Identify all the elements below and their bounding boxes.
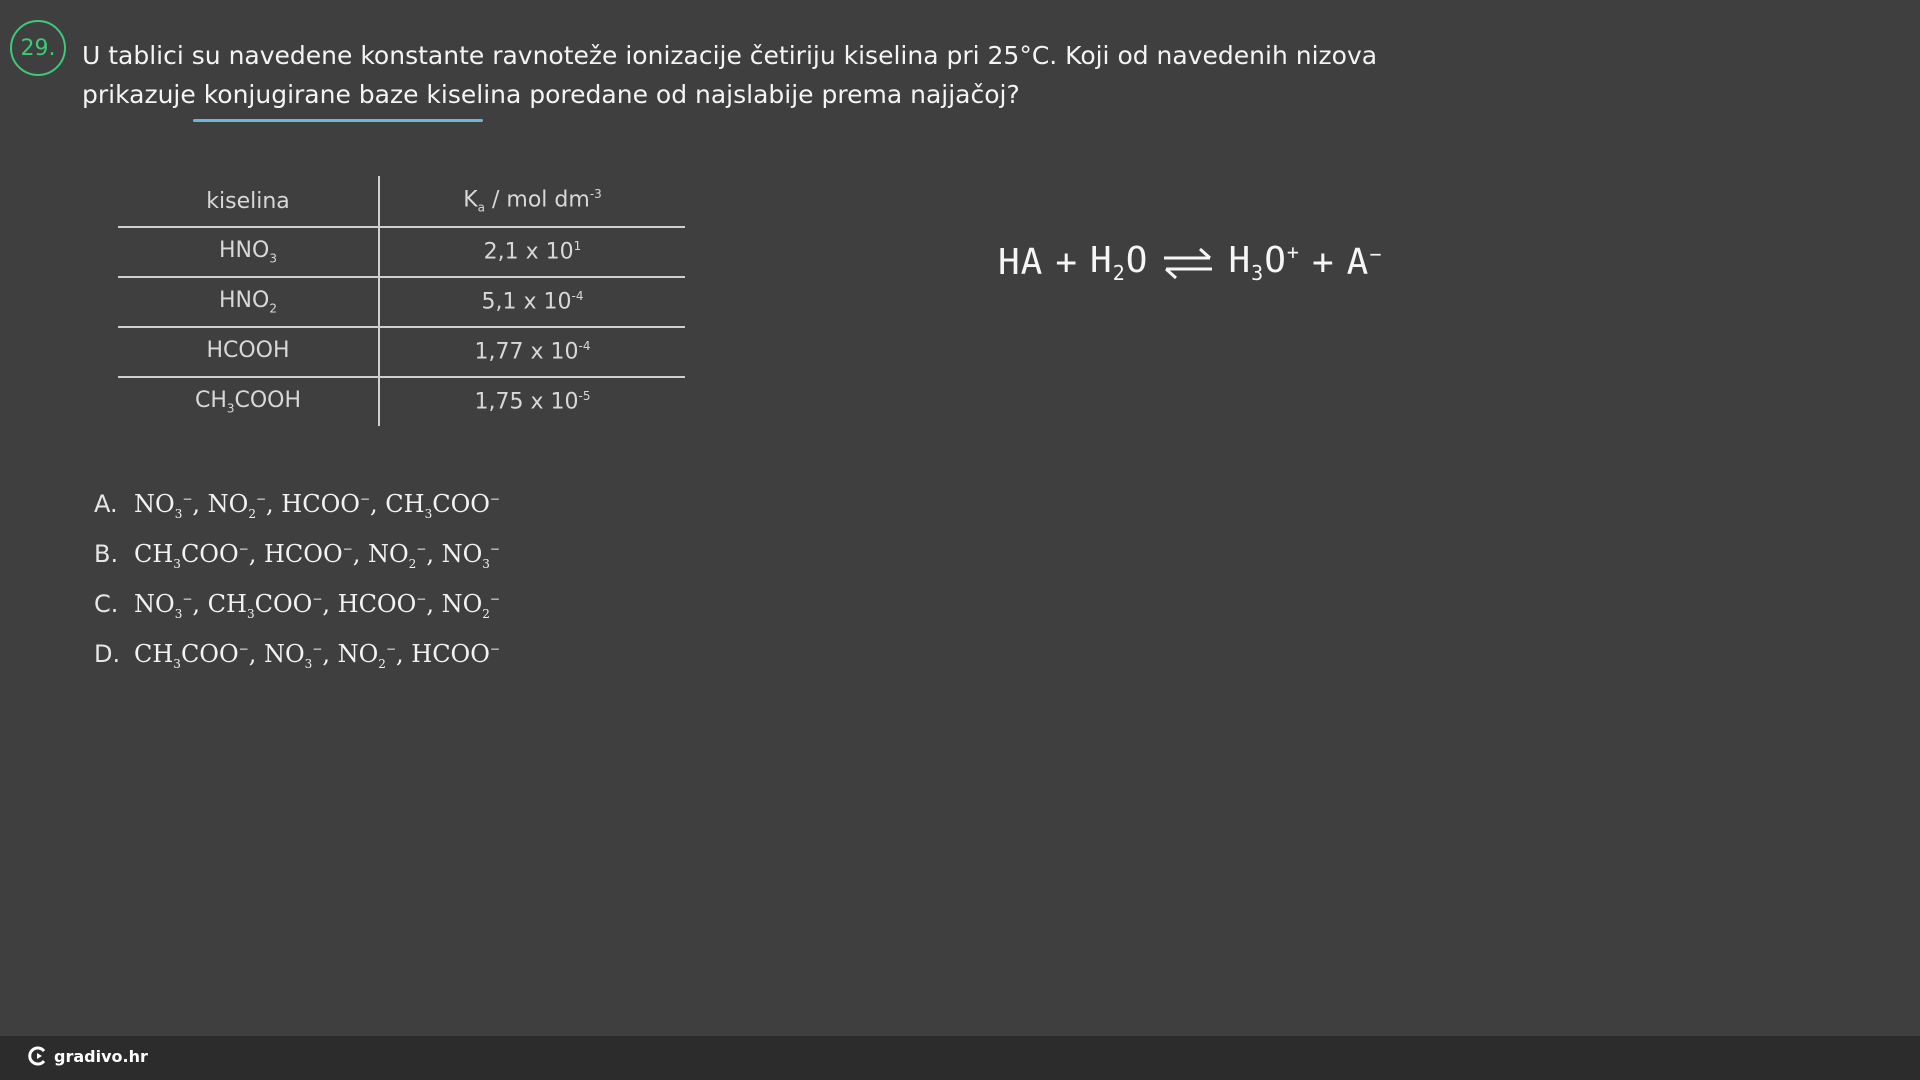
answer-option-b[interactable]: [94, 540, 500, 590]
eq-ha: HA: [998, 242, 1044, 284]
table-row: [118, 227, 685, 277]
acid-cell: $CH_3COOH$: [118, 377, 379, 426]
table-header-row: [118, 176, 685, 227]
answer-option-c[interactable]: [94, 590, 500, 640]
header-ka: [379, 176, 685, 227]
table-row: [118, 277, 685, 327]
highlight-underline: [193, 119, 483, 122]
brand-name: gradivo.hr: [54, 1046, 148, 1066]
ka-value-cell: 1,77 x $10^{-4}$: [379, 327, 685, 377]
answer-text: $CH_3COO^-$, HCOO−, $NO_2^-$, $NO_3^-$: [134, 540, 500, 571]
question-text: [82, 36, 1382, 114]
answer-letter: B.: [94, 540, 119, 568]
ka-value-cell: 2,1 x $10^1$: [379, 227, 685, 277]
acid-cell: HCOOH: [118, 327, 379, 377]
brand-link[interactable]: [28, 1046, 148, 1066]
gradivo-logo-icon: [28, 1046, 48, 1066]
ka-table: [118, 176, 685, 426]
eq-plus: +: [1311, 242, 1335, 284]
eq-anion: A−: [1346, 242, 1383, 284]
ka-value-cell: 1,75 x $10^{-5}$: [474, 389, 591, 415]
answer-text: $NO_3^-$, $NO_2^-$, HCOO−, $CH_3COO^-$: [134, 490, 500, 521]
question-line-1: U tablici su navedene konstante ravnoteže ionizacije četiriju kiselina pri 25°C. Koji od navedenih nizova: [82, 41, 1378, 70]
question-line-2: prikazuje konjugirane baze kiselina poredane od najslabije prema najjačoj?: [82, 80, 1020, 109]
answer-option-a[interactable]: [94, 490, 500, 540]
answer-options: [94, 490, 500, 690]
table-row: [118, 327, 685, 377]
ka-value-cell: 5,1 x $10^{-4}$: [379, 277, 685, 327]
ka-subscript: a: [477, 200, 486, 215]
answer-text: $NO_3^-$, $CH_3COO^-$, HCOO−, $NO_2^-$: [134, 590, 500, 621]
ka-symbol: K: [463, 187, 478, 213]
eq-water: $H_2O$: [1090, 240, 1149, 286]
footer-bar: [0, 1036, 1920, 1080]
ka-unit: / mol dm: [485, 187, 590, 213]
acid-cell: $HNO_3$: [118, 227, 379, 277]
table-row: [118, 377, 685, 426]
acid-cell: $HNO_2$: [118, 277, 379, 327]
header-acid: kiselina: [118, 176, 379, 227]
question-number: 29.: [20, 35, 56, 61]
answer-text: $CH_3COO^-$, $NO_3^-$, $NO_2^-$, HCOO−: [134, 640, 500, 671]
question-number-badge: [10, 20, 66, 76]
equilibrium-arrow-icon: [1160, 245, 1216, 281]
answer-letter: D.: [94, 640, 121, 668]
ka-unit-exponent: -3: [589, 187, 602, 202]
ionization-equation: [998, 240, 1382, 285]
eq-plus: +: [1055, 242, 1079, 284]
answer-option-d[interactable]: [94, 640, 500, 690]
answer-letter: A.: [94, 490, 118, 518]
answer-letter: C.: [94, 590, 119, 618]
eq-hydronium: $H_3O^+$: [1228, 240, 1300, 286]
